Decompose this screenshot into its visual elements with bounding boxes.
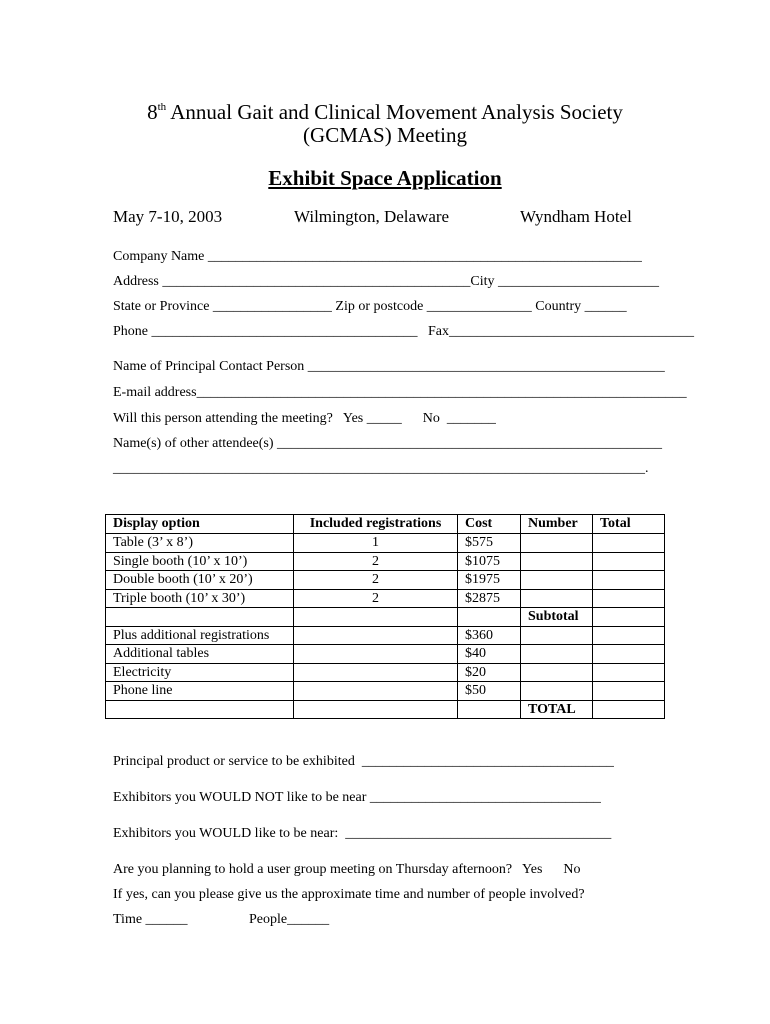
option-cell [106, 700, 294, 719]
header-display-option: Display option [106, 515, 294, 534]
people-field[interactable]: People______ [249, 912, 330, 927]
subtotal-label: Subtotal [521, 608, 593, 627]
state-zip-country-field[interactable]: State or Province _________________ Zip or postcode _______________ Country ______ [113, 299, 627, 314]
option-cell: Phone line [106, 682, 294, 701]
number-cell[interactable] [521, 552, 593, 571]
header-number: Number [521, 515, 593, 534]
title-line-2: (GCMAS) Meeting [303, 123, 467, 147]
email-field[interactable]: E-mail address______________________________________________________________________ [113, 385, 687, 400]
pricing-table [105, 514, 665, 719]
exhibitors-near-field[interactable]: Exhibitors you WOULD like to be near: ______________________________________ [113, 826, 612, 841]
title-line-1: Annual Gait and Clinical Movement Analysis Society [166, 100, 623, 124]
address-city-field[interactable]: Address ____________________________________________City _______________________ [113, 274, 659, 289]
cost-cell: $360 [458, 626, 521, 645]
subtotal-row [106, 608, 665, 627]
table-row [106, 552, 665, 571]
option-cell: Additional tables [106, 645, 294, 664]
table-row [106, 534, 665, 553]
registrations-cell [294, 608, 458, 627]
number-cell[interactable] [521, 663, 593, 682]
option-cell: Double booth (10’ x 20’) [106, 571, 294, 590]
total-cell[interactable] [593, 663, 665, 682]
cost-cell: $575 [458, 534, 521, 553]
exhibitors-not-near-field[interactable]: Exhibitors you WOULD NOT like to be near _________________________________ [113, 790, 601, 805]
total-cell[interactable] [593, 534, 665, 553]
registrations-cell: 2 [294, 589, 458, 608]
table-row [106, 663, 665, 682]
option-cell: Table (3’ x 8’) [106, 534, 294, 553]
other-attendees-field[interactable]: Name(s) of other attendee(s) _______________________________________________________ [113, 436, 663, 451]
approximate-time-question: If yes, can you please give us the approximate time and number of people involved? [113, 887, 585, 902]
user-group-question[interactable]: Are you planning to hold a user group meeting on Thursday afternoon? Yes No [113, 862, 581, 877]
table-row [106, 589, 665, 608]
option-cell: Electricity [106, 663, 294, 682]
total-cell[interactable] [593, 552, 665, 571]
option-cell: Plus additional registrations [106, 626, 294, 645]
number-cell[interactable] [521, 534, 593, 553]
meeting-venue: Wyndham Hotel [520, 207, 632, 226]
registrations-cell [294, 626, 458, 645]
header-total: Total [593, 515, 665, 534]
time-field[interactable]: Time ______ [113, 912, 188, 927]
total-cell[interactable] [593, 682, 665, 701]
number-cell[interactable] [521, 571, 593, 590]
cost-cell: $40 [458, 645, 521, 664]
form-subtitle: Exhibit Space Application [268, 166, 502, 190]
title-ordinal: 8 [147, 100, 158, 124]
title-ordinal-suffix: th [157, 101, 167, 113]
principal-contact-field[interactable]: Name of Principal Contact Person ___________________________________________________ [113, 359, 665, 374]
registrations-cell: 2 [294, 552, 458, 571]
grand-total-cell[interactable] [593, 700, 665, 719]
option-cell [106, 608, 294, 627]
table-row [106, 645, 665, 664]
meeting-location: Wilmington, Delaware [294, 207, 450, 226]
cost-cell [458, 608, 521, 627]
header-included-registrations: Included registrations [294, 515, 458, 534]
option-cell: Triple booth (10’ x 30’) [106, 589, 294, 608]
company-name-field[interactable]: Company Name ______________________________________________________________ [113, 249, 642, 264]
registrations-cell [294, 663, 458, 682]
registrations-cell: 1 [294, 534, 458, 553]
option-cell: Single booth (10’ x 10’) [106, 552, 294, 571]
total-cell[interactable] [593, 571, 665, 590]
table-row [106, 571, 665, 590]
phone-fax-field[interactable]: Phone ______________________________________ Fax___________________________________ [113, 324, 694, 339]
table-header-row [106, 515, 665, 534]
attending-question[interactable]: Will this person attending the meeting? Yes _____ No _______ [113, 411, 496, 426]
total-label: TOTAL [521, 700, 593, 719]
cost-cell: $20 [458, 663, 521, 682]
table-row [106, 626, 665, 645]
number-cell[interactable] [521, 589, 593, 608]
number-cell[interactable] [521, 682, 593, 701]
registrations-cell: 2 [294, 571, 458, 590]
registrations-cell [294, 682, 458, 701]
total-cell[interactable] [593, 626, 665, 645]
cost-cell: $1075 [458, 552, 521, 571]
table-row [106, 682, 665, 701]
cost-cell: $50 [458, 682, 521, 701]
total-cell[interactable] [593, 589, 665, 608]
registrations-cell [294, 645, 458, 664]
number-cell[interactable] [521, 626, 593, 645]
registrations-cell [294, 700, 458, 719]
number-cell[interactable] [521, 645, 593, 664]
cost-cell: $1975 [458, 571, 521, 590]
cost-cell [458, 700, 521, 719]
header-cost: Cost [458, 515, 521, 534]
other-attendees-continued[interactable]: ____________________________________________________________________________. [113, 461, 649, 476]
total-cell[interactable] [593, 645, 665, 664]
grand-total-row [106, 700, 665, 719]
cost-cell: $2875 [458, 589, 521, 608]
meeting-date: May 7-10, 2003 [113, 207, 223, 226]
principal-product-field[interactable]: Principal product or service to be exhibited ____________________________________ [113, 754, 614, 769]
subtotal-cell[interactable] [593, 608, 665, 627]
